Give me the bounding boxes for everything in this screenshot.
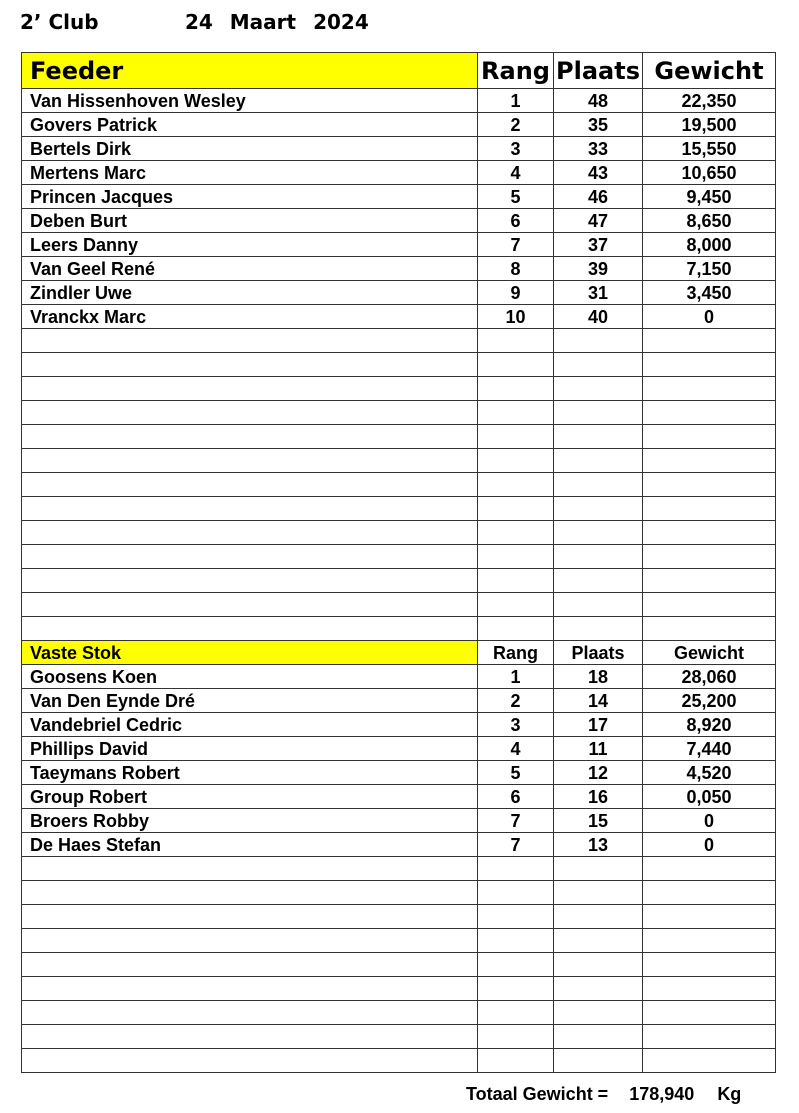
feeder-empty-row: [22, 497, 776, 521]
empty-cell: [643, 545, 776, 569]
vaste-stok-empty-row: [22, 857, 776, 881]
vaste-stok-col-plaats: Plaats: [554, 641, 643, 665]
empty-cell: [478, 473, 554, 497]
vaste-stok-row: [22, 665, 776, 689]
angler-name: Mertens Marc: [22, 161, 478, 185]
plaats-cell: 18: [554, 665, 643, 689]
empty-cell: [643, 497, 776, 521]
gewicht-cell: 22,350: [643, 89, 776, 113]
gewicht-cell: 19,500: [643, 113, 776, 137]
empty-cell: [643, 473, 776, 497]
angler-name: Princen Jacques: [22, 185, 478, 209]
gewicht-cell: 3,450: [643, 281, 776, 305]
gewicht-cell: 7,440: [643, 737, 776, 761]
feeder-row: [22, 305, 776, 329]
plaats-cell: 13: [554, 833, 643, 857]
total-unit: Kg: [717, 1084, 742, 1104]
rang-cell: [478, 977, 554, 1001]
plaats-cell: [554, 1049, 643, 1073]
date-year: 2024: [313, 10, 369, 34]
angler-name: Van Geel René: [22, 257, 478, 281]
plaats-cell: 39: [554, 257, 643, 281]
angler-name: [22, 1025, 478, 1049]
rang-cell: 8: [478, 257, 554, 281]
gewicht-cell: 25,200: [643, 689, 776, 713]
empty-cell: [643, 521, 776, 545]
empty-cell: [478, 449, 554, 473]
vaste-stok-row: [22, 833, 776, 857]
gewicht-cell: [643, 353, 776, 377]
plaats-cell: 43: [554, 161, 643, 185]
rang-cell: 1: [478, 89, 554, 113]
rang-cell: 2: [478, 113, 554, 137]
angler-name: [22, 353, 478, 377]
angler-name: [22, 953, 478, 977]
gewicht-cell: 9,450: [643, 185, 776, 209]
gewicht-cell: 7,150: [643, 257, 776, 281]
feeder-row: [22, 137, 776, 161]
plaats-cell: 35: [554, 113, 643, 137]
feeder-empty-row: [22, 401, 776, 425]
angler-name: [22, 1001, 478, 1025]
gewicht-cell: 15,550: [643, 137, 776, 161]
rang-cell: [478, 1001, 554, 1025]
date-month: Maart: [229, 10, 297, 34]
vaste-stok-empty-row: [22, 905, 776, 929]
rang-cell: 2: [478, 689, 554, 713]
empty-cell: [478, 617, 554, 641]
plaats-cell: [554, 1001, 643, 1025]
gewicht-cell: 4,520: [643, 761, 776, 785]
empty-cell: [554, 473, 643, 497]
vaste-stok-row: [22, 761, 776, 785]
date-day: 24: [184, 10, 213, 34]
empty-cell: [643, 401, 776, 425]
empty-cell: [554, 617, 643, 641]
vaste-stok-empty-row: [22, 1001, 776, 1025]
plaats-cell: 17: [554, 713, 643, 737]
feeder-section-title: Feeder: [22, 53, 478, 89]
empty-cell: [643, 593, 776, 617]
gewicht-cell: 8,000: [643, 233, 776, 257]
gewicht-cell: 0,050: [643, 785, 776, 809]
feeder-empty-row: [22, 545, 776, 569]
gewicht-cell: [643, 929, 776, 953]
empty-cell: [22, 401, 478, 425]
feeder-empty-row: [22, 329, 776, 353]
rang-cell: 3: [478, 713, 554, 737]
gewicht-cell: [643, 1049, 776, 1073]
angler-name: [22, 977, 478, 1001]
gewicht-cell: [643, 377, 776, 401]
rang-cell: 7: [478, 833, 554, 857]
feeder-empty-row: [22, 473, 776, 497]
rang-cell: 9: [478, 281, 554, 305]
empty-cell: [22, 449, 478, 473]
feeder-row: [22, 257, 776, 281]
rang-cell: 7: [478, 233, 554, 257]
rang-cell: 4: [478, 737, 554, 761]
gewicht-cell: [643, 1001, 776, 1025]
plaats-cell: [554, 377, 643, 401]
rang-cell: [478, 881, 554, 905]
empty-cell: [478, 521, 554, 545]
empty-cell: [478, 593, 554, 617]
gewicht-cell: 0: [643, 305, 776, 329]
total-label: Totaal Gewicht =: [466, 1084, 609, 1104]
angler-name: Deben Burt: [22, 209, 478, 233]
angler-name: [22, 1049, 478, 1073]
empty-cell: [643, 569, 776, 593]
angler-name: Bertels Dirk: [22, 137, 478, 161]
plaats-cell: [554, 929, 643, 953]
vaste-stok-row: [22, 713, 776, 737]
rang-cell: [478, 377, 554, 401]
empty-cell: [478, 401, 554, 425]
plaats-cell: [554, 1025, 643, 1049]
angler-name: [22, 929, 478, 953]
vaste-stok-empty-row: [22, 1025, 776, 1049]
vaste-stok-row: [22, 737, 776, 761]
feeder-empty-row: [22, 593, 776, 617]
angler-name: Vandebriel Cedric: [22, 713, 478, 737]
total-weight: [466, 1084, 741, 1105]
vaste-stok-empty-row: [22, 1049, 776, 1073]
plaats-cell: 11: [554, 737, 643, 761]
rang-cell: 7: [478, 809, 554, 833]
plaats-cell: 31: [554, 281, 643, 305]
empty-cell: [554, 425, 643, 449]
gewicht-cell: [643, 881, 776, 905]
feeder-row: [22, 113, 776, 137]
empty-cell: [554, 593, 643, 617]
feeder-row: [22, 161, 776, 185]
feeder-empty-row: [22, 425, 776, 449]
empty-cell: [554, 401, 643, 425]
rang-cell: 4: [478, 161, 554, 185]
empty-cell: [554, 545, 643, 569]
empty-cell: [554, 521, 643, 545]
empty-cell: [22, 521, 478, 545]
empty-cell: [22, 473, 478, 497]
empty-cell: [643, 425, 776, 449]
gewicht-cell: 10,650: [643, 161, 776, 185]
angler-name: [22, 857, 478, 881]
feeder-header-row: [22, 53, 776, 89]
feeder-empty-row: [22, 521, 776, 545]
angler-name: Vranckx Marc: [22, 305, 478, 329]
gewicht-cell: [643, 977, 776, 1001]
rang-cell: [478, 905, 554, 929]
gewicht-cell: 0: [643, 809, 776, 833]
empty-cell: [554, 449, 643, 473]
angler-name: Phillips David: [22, 737, 478, 761]
gewicht-cell: [643, 857, 776, 881]
rang-cell: [478, 329, 554, 353]
total-value: 178,940: [629, 1084, 695, 1104]
vaste-stok-empty-row: [22, 881, 776, 905]
club-title: 2’ Club: [20, 10, 99, 34]
feeder-empty-row: [22, 569, 776, 593]
rang-cell: [478, 1049, 554, 1073]
angler-name: Zindler Uwe: [22, 281, 478, 305]
empty-cell: [22, 617, 478, 641]
rang-cell: 6: [478, 209, 554, 233]
feeder-empty-row: [22, 617, 776, 641]
gewicht-cell: 8,920: [643, 713, 776, 737]
empty-cell: [478, 545, 554, 569]
results-table: [21, 52, 776, 1073]
rang-cell: [478, 857, 554, 881]
angler-name: Leers Danny: [22, 233, 478, 257]
event-date: [185, 10, 379, 34]
plaats-cell: [554, 905, 643, 929]
rang-cell: 1: [478, 665, 554, 689]
empty-cell: [643, 449, 776, 473]
plaats-cell: 47: [554, 209, 643, 233]
gewicht-cell: 28,060: [643, 665, 776, 689]
plaats-cell: [554, 329, 643, 353]
feeder-col-plaats: Plaats: [554, 53, 643, 89]
plaats-cell: [554, 857, 643, 881]
feeder-col-rang: Rang: [478, 53, 554, 89]
vaste-stok-section-title: Vaste Stok: [22, 641, 478, 665]
plaats-cell: [554, 353, 643, 377]
vaste-stok-empty-row: [22, 977, 776, 1001]
feeder-row: [22, 233, 776, 257]
feeder-row: [22, 89, 776, 113]
angler-name: [22, 905, 478, 929]
angler-name: Van Den Eynde Dré: [22, 689, 478, 713]
empty-cell: [478, 497, 554, 521]
rang-cell: [478, 929, 554, 953]
gewicht-cell: [643, 1025, 776, 1049]
plaats-cell: 48: [554, 89, 643, 113]
gewicht-cell: 0: [643, 833, 776, 857]
plaats-cell: [554, 953, 643, 977]
rang-cell: 5: [478, 761, 554, 785]
plaats-cell: 40: [554, 305, 643, 329]
angler-name: De Haes Stefan: [22, 833, 478, 857]
empty-cell: [554, 569, 643, 593]
empty-cell: [478, 569, 554, 593]
empty-cell: [22, 425, 478, 449]
vaste-stok-row: [22, 785, 776, 809]
angler-name: Taeymans Robert: [22, 761, 478, 785]
empty-cell: [478, 425, 554, 449]
feeder-row: [22, 209, 776, 233]
feeder-col-gewicht: Gewicht: [643, 53, 776, 89]
angler-name: Group Robert: [22, 785, 478, 809]
vaste-stok-row: [22, 809, 776, 833]
empty-cell: [22, 593, 478, 617]
plaats-cell: 33: [554, 137, 643, 161]
angler-name: Govers Patrick: [22, 113, 478, 137]
gewicht-cell: [643, 953, 776, 977]
gewicht-cell: [643, 329, 776, 353]
page-header: [20, 10, 379, 34]
angler-name: [22, 377, 478, 401]
angler-name: Broers Robby: [22, 809, 478, 833]
rang-cell: 6: [478, 785, 554, 809]
gewicht-cell: 8,650: [643, 209, 776, 233]
rang-cell: 3: [478, 137, 554, 161]
plaats-cell: 46: [554, 185, 643, 209]
plaats-cell: 14: [554, 689, 643, 713]
angler-name: Goosens Koen: [22, 665, 478, 689]
vaste-stok-col-gewicht: Gewicht: [643, 641, 776, 665]
empty-cell: [22, 569, 478, 593]
angler-name: [22, 881, 478, 905]
angler-name: Van Hissenhoven Wesley: [22, 89, 478, 113]
feeder-row: [22, 281, 776, 305]
angler-name: [22, 329, 478, 353]
rang-cell: [478, 1025, 554, 1049]
rang-cell: 5: [478, 185, 554, 209]
feeder-empty-row: [22, 377, 776, 401]
vaste-stok-header-row: [22, 641, 776, 665]
gewicht-cell: [643, 905, 776, 929]
vaste-stok-empty-row: [22, 929, 776, 953]
plaats-cell: 12: [554, 761, 643, 785]
feeder-empty-row: [22, 353, 776, 377]
plaats-cell: 16: [554, 785, 643, 809]
rang-cell: [478, 953, 554, 977]
vaste-stok-col-rang: Rang: [478, 641, 554, 665]
feeder-empty-row: [22, 449, 776, 473]
feeder-row: [22, 185, 776, 209]
rang-cell: [478, 353, 554, 377]
vaste-stok-row: [22, 689, 776, 713]
empty-cell: [554, 497, 643, 521]
plaats-cell: 15: [554, 809, 643, 833]
vaste-stok-empty-row: [22, 953, 776, 977]
empty-cell: [643, 617, 776, 641]
rang-cell: 10: [478, 305, 554, 329]
plaats-cell: [554, 977, 643, 1001]
plaats-cell: 37: [554, 233, 643, 257]
empty-cell: [22, 497, 478, 521]
empty-cell: [22, 545, 478, 569]
plaats-cell: [554, 881, 643, 905]
